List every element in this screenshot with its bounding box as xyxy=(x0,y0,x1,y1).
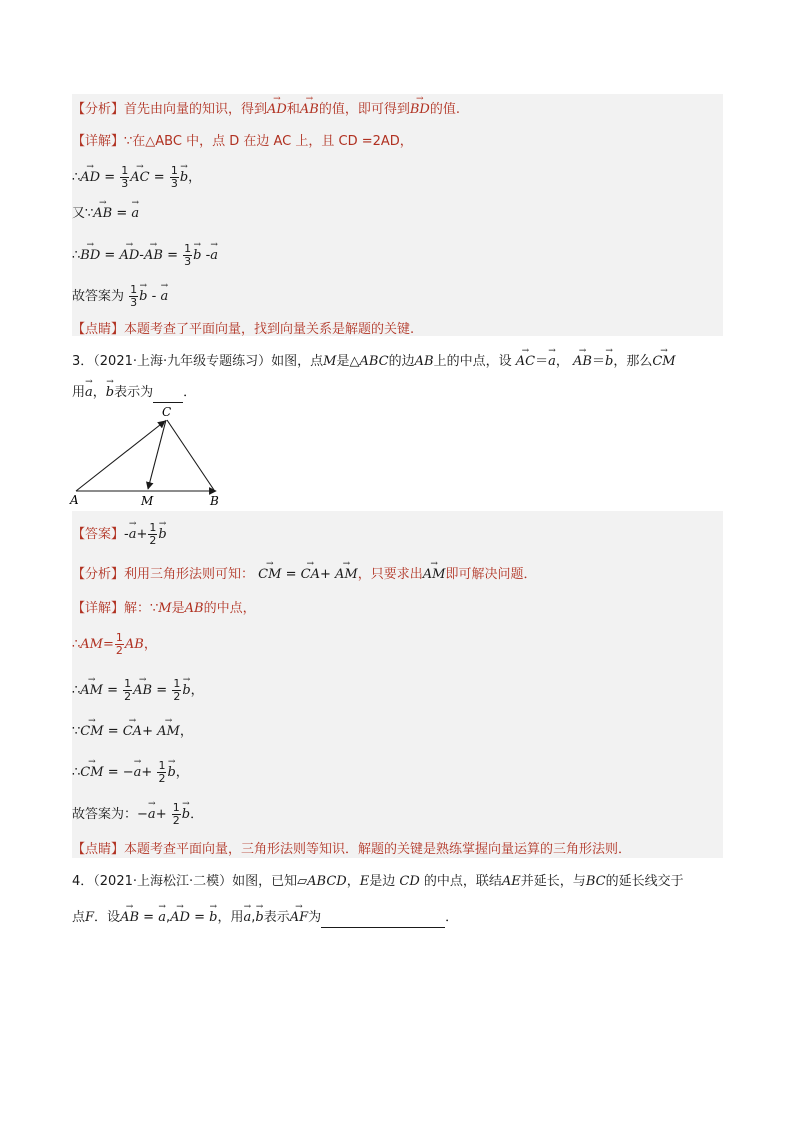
q3-step-am: ∴AM= $\frac{1}{2}$ AB， xyxy=(72,631,157,657)
q2-answer: 故答案为 $\frac{1}{3}$ → b - → a xyxy=(72,284,168,309)
q3-question-line2: 用→ a，→ b表示为 ． xyxy=(72,383,196,403)
q2-solution-block xyxy=(72,94,723,336)
q3-comment: 【点睛】本题考查平面向量，三角形法则等知识．解题的关键是熟练掌握向量运算的三角形法则． xyxy=(72,842,632,857)
q2-step3: ∴→ BD = → AD-→ AB = $\frac{1}{3}$ → b -→ a xyxy=(72,243,218,268)
q3-step-vec-am: ∴→ AM = $\frac{1}{2}$ → AB = $\frac{1}{2}$ → b， xyxy=(72,678,204,703)
side-CB xyxy=(167,420,214,490)
answer-blank-q4[interactable] xyxy=(321,913,445,928)
q2-analysis-line: 【分析】首先由向量的知识，得到→ AD和→ AB的值，即可得到→ BD的值. xyxy=(72,100,460,120)
q3-step-cm-result: ∴→ CM = −→ a+ $\frac{1}{2}$ → b， xyxy=(72,760,189,785)
q3-detail-line: 【详解】解：∵M是AB的中点， xyxy=(72,601,256,616)
label-C: C xyxy=(162,405,172,419)
answer-blank[interactable] xyxy=(153,388,183,403)
q3-final-answer: 故答案为：−→ a+ $\frac{1}{2}$ → b． xyxy=(72,802,203,827)
q4-question-line2: 点F．设→ AB = → a,→ AD = → b，用→ a,→ b表示→ AF为 ． xyxy=(72,908,458,928)
label-A: A xyxy=(70,493,79,507)
label-B: B xyxy=(210,494,219,508)
q3-analysis-line: 【分析】利用三角形法则可知： → CM = → CA+ → AM，只要求出→ AM即可解决问题． xyxy=(72,565,536,585)
q3-question-line1: 3．（2021·上海·九年级专题练习）如图，点M是△ABC的边AB上的中点，设 → AC＝→ a， → AB＝→ b，那么→ CM xyxy=(72,352,676,372)
side-AC xyxy=(76,421,165,491)
median-CM xyxy=(148,420,166,489)
q2-step2: 又∵→ AB = → a xyxy=(72,204,139,224)
triangle-figure xyxy=(66,404,226,508)
q3-step-cm: ∵→ CM = → CA+ → AM， xyxy=(72,722,193,742)
q2-step1: ∴→ AD = $\frac{1}{3}$ → AC = $\frac{1}{3}$ → b， xyxy=(72,165,201,190)
q4-question-line1: 4．（2021·上海松江·二模）如图，已知▱ABCD，E是边 CD 的中点，联结AE并延长，与BC的延长线交于 xyxy=(72,874,684,889)
q2-detail-line: 【详解】∵在△ABC 中，点 D 在边 AC 上，且 CD =2AD， xyxy=(72,134,413,149)
q3-answer-line: 【答案】-→ a+ $\frac{1}{2}$ → b xyxy=(72,522,167,547)
label-M: M xyxy=(141,494,154,508)
q2-comment: 【点睛】本题考查了平面向量，找到向量关系是解题的关键. xyxy=(72,322,415,337)
